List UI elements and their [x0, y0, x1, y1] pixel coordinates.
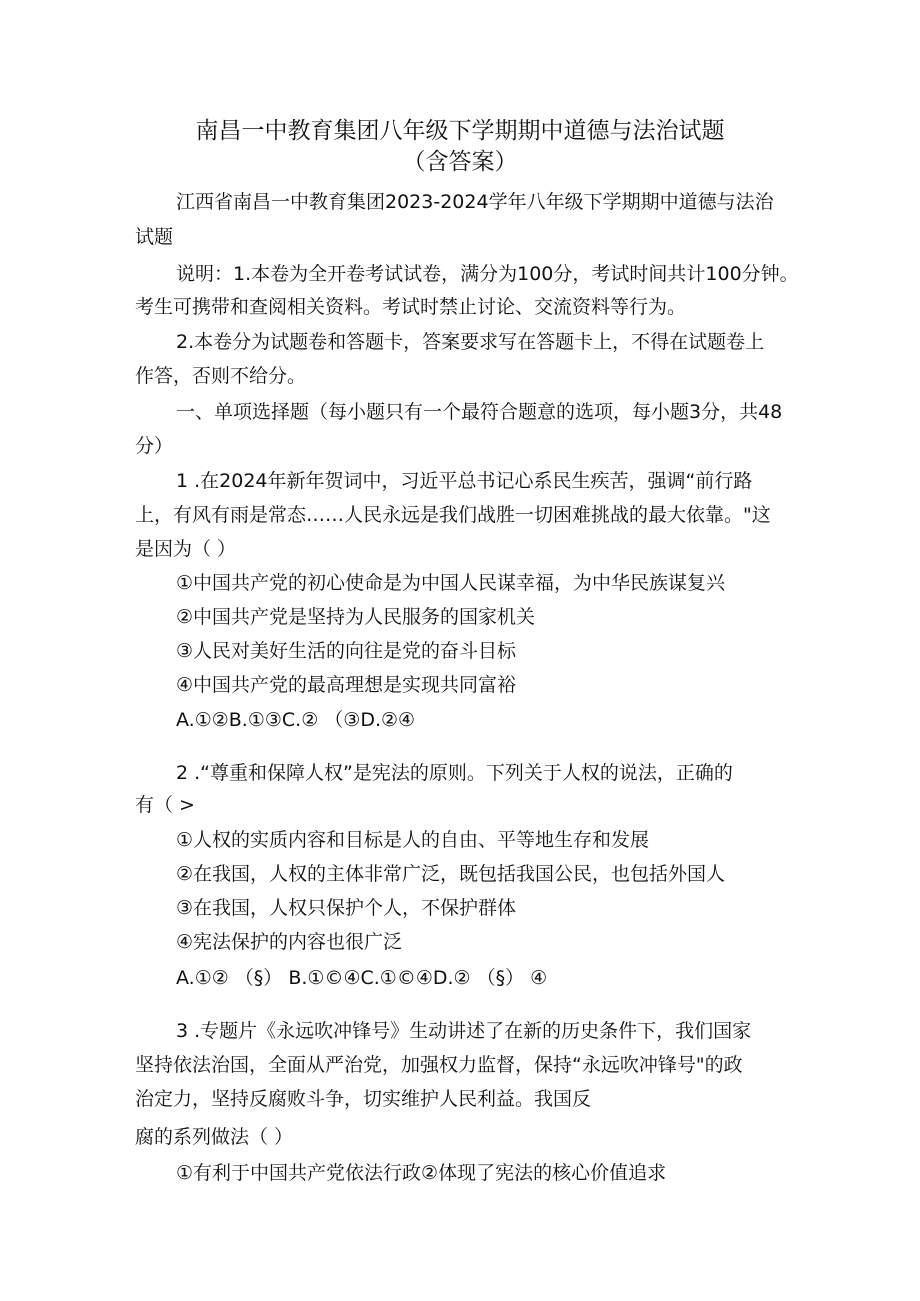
question-stem-line: 上，有风有雨是常态……人民永远是我们战胜一切困难挑战的最大依靠。"这 — [135, 504, 771, 526]
answer-options: A.①②B.①③C.② （③D.②④ — [176, 709, 416, 731]
question-stem-line: 1 .在2024年新年贺词中，习近平总书记心系民生疾苦，强调“前行路 — [176, 470, 753, 492]
question-item: ④中国共产党的最高理想是实现共同富裕 — [176, 674, 517, 696]
question-stem-line: 3 .专题片《永远吹冲锋号》生动讲述了在新的历史条件下，我们国家 — [176, 1020, 752, 1042]
question-stem-line: 治定力，坚持反腐败斗争，切实维护人民利益。我国反 — [135, 1088, 592, 1110]
answer-options: A.①② （§） B.①©④C.①©④D.② （§） ④ — [176, 967, 548, 989]
question-stem-line: 有（ > — [135, 794, 195, 816]
subtitle-line: 试题 — [135, 226, 174, 248]
subtitle-line: 江西省南昌一中教育集团2023-2024学年八年级下学期期中道德与法治 — [176, 191, 774, 213]
question-stem-line: 是因为（ ） — [135, 538, 237, 560]
instructions-line: 考生可携带和查阅相关资料。考试时禁止讨论、交流资料等行为。 — [135, 296, 687, 318]
question-item: ①中国共产党的初心使命是为中国人民谋幸福，为中华民族谋复兴 — [176, 572, 726, 594]
question-item: ③人民对美好生活的向往是党的奋斗目标 — [176, 640, 517, 662]
question-item: ②在我国，人权的主体非常广泛，既包括我国公民，也包括外国人 — [176, 863, 726, 885]
document-title: 南昌一中教育集团八年级下学期期中道德与法治试题 — [195, 118, 725, 144]
question-item: ①人权的实质内容和目标是人的自由、平等地生存和发展 — [176, 829, 650, 851]
question-item: ④宪法保护的内容也很广泛 — [176, 931, 403, 953]
section-heading: 分） — [135, 435, 174, 457]
question-item: ②中国共产党是坚持为人民服务的国家机关 — [176, 606, 536, 628]
question-item: ③在我国，人权只保护个人，不保护群体 — [176, 897, 517, 919]
section-heading: 一、单项选择题（每小题只有一个最符合题意的选项，每小题3分，共48 — [176, 401, 783, 423]
instructions-line: 说明：1.本卷为全开卷考试试卷，满分为100分，考试时间共计100分钟。 — [176, 263, 799, 285]
document-title-suffix: （含答案） — [402, 149, 518, 175]
instructions-line: 2.本卷分为试题卷和答题卡，答案要求写在答题卡上，不得在试题卷上 — [176, 331, 765, 353]
question-item: ①有利于中国共产党依法行政②体现了宪法的核心价值追求 — [176, 1162, 667, 1184]
question-stem-line: 坚持依法治国，全面从严治党，加强权力监督，保持“永远吹冲锋号"的政 — [135, 1054, 743, 1076]
question-stem-line: 腐的系列做法（ ） — [135, 1126, 294, 1148]
instructions-line: 作答，否则不给分。 — [135, 365, 307, 387]
question-stem-line: 2 .“尊重和保障人权”是宪法的原则。下列关于人权的说法，正确的 — [176, 762, 733, 784]
